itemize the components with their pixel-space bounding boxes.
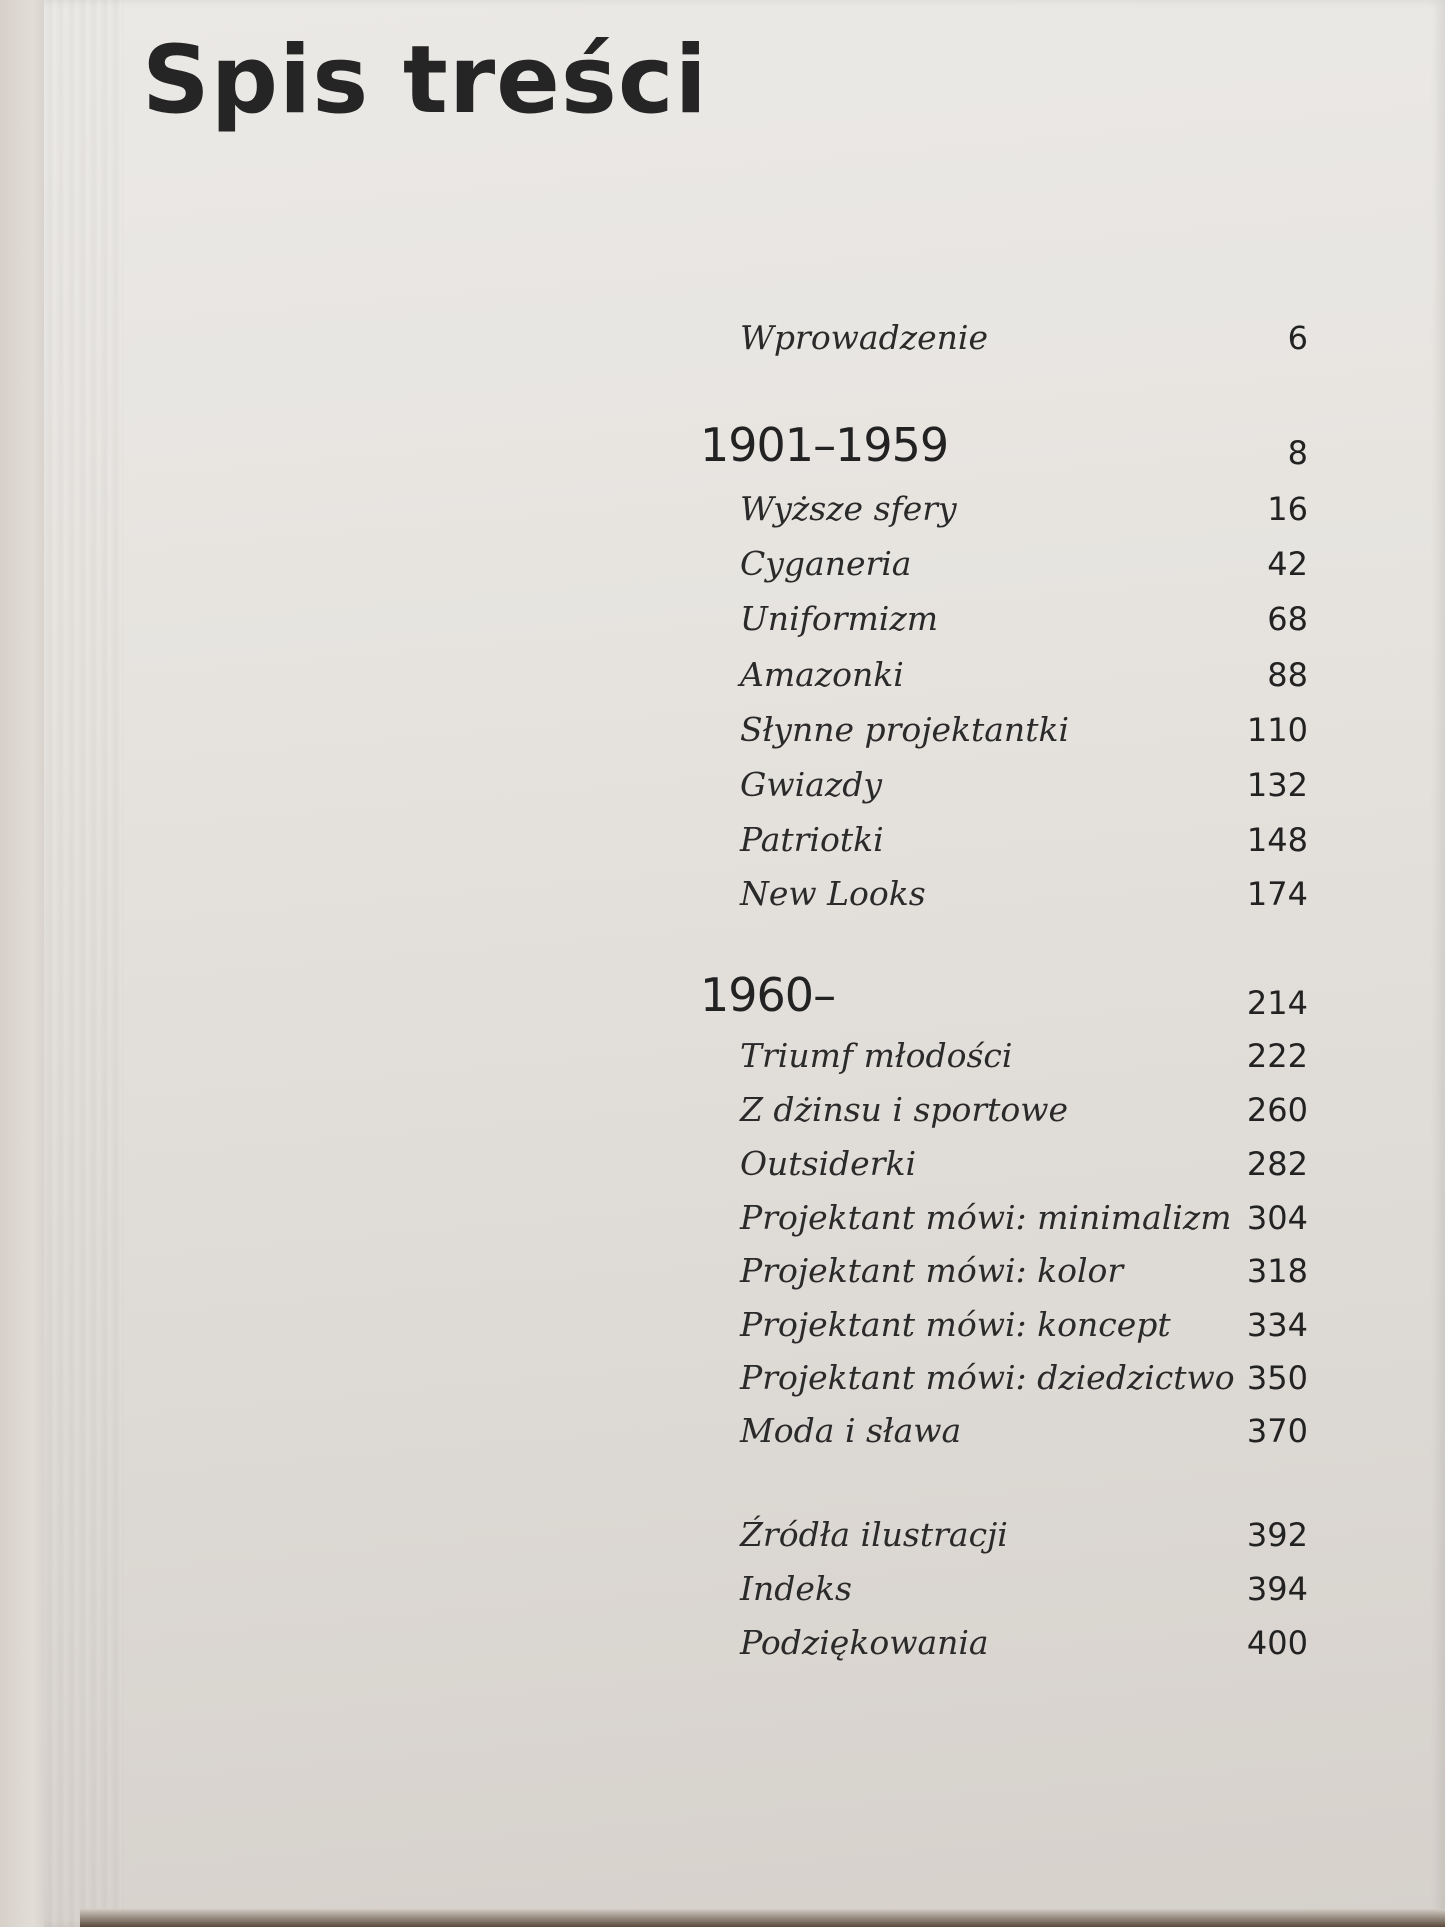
toc-entry-title: Z dżinsu i sportowe: [740, 1090, 1069, 1129]
toc-entry-page: 6: [1287, 319, 1308, 357]
toc-entry-title: Indeks: [740, 1569, 852, 1608]
toc-entry-title: Uniformizm: [740, 599, 938, 638]
toc-entry-page: 132: [1246, 766, 1308, 804]
toc-entry-page: 174: [1246, 875, 1308, 913]
toc-entry: [700, 815, 1308, 865]
toc-entry-title: Podziękowania: [740, 1623, 989, 1662]
section-page: 214: [1246, 984, 1308, 1022]
toc-entry-page: 350: [1246, 1359, 1308, 1397]
toc-entry: [700, 869, 1308, 919]
toc-entry: [700, 1031, 1308, 1081]
toc-entry: [700, 1564, 1308, 1614]
toc-entry: [700, 650, 1308, 700]
toc-entry-title: Projektant mówi: minimalizm: [740, 1198, 1232, 1237]
toc-entry-title: Cyganeria: [740, 544, 912, 583]
toc-entry-title: Projektant mówi: koncept: [740, 1305, 1171, 1344]
toc-entry-page: 392: [1246, 1516, 1308, 1554]
toc-entry: [700, 1406, 1308, 1456]
page-title: Spis treści: [142, 26, 708, 135]
toc-entry-page: 148: [1246, 821, 1308, 859]
toc-entry-title: Patriotki: [740, 820, 884, 859]
toc-entry-title: New Looks: [740, 874, 926, 913]
toc-entry-page: 334: [1246, 1306, 1308, 1344]
toc-entry-page: 260: [1246, 1091, 1308, 1129]
toc-entry-title: Triumf młodości: [740, 1036, 1013, 1075]
section-title: 1960–: [700, 968, 836, 1022]
toc-entry: [700, 1618, 1308, 1668]
toc-entry-title: Źródła ilustracji: [740, 1515, 1008, 1554]
section-page: 8: [1287, 434, 1308, 472]
toc-entry-title: Projektant mówi: kolor: [740, 1251, 1124, 1290]
toc-entry-title: Moda i sława: [740, 1411, 962, 1450]
toc-entry-page: 88: [1267, 656, 1308, 694]
toc-section-heading: [700, 970, 1308, 1028]
toc-entry-page: 110: [1246, 711, 1308, 749]
toc-entry-title: Outsiderki: [740, 1144, 917, 1183]
toc-entry: [700, 760, 1308, 810]
toc-entry: [700, 313, 1308, 363]
section-title: 1901–1959: [700, 418, 949, 472]
toc-entry: [700, 1193, 1308, 1243]
toc-entry: [700, 1246, 1308, 1296]
toc-entry-title: Słynne projektantki: [740, 710, 1070, 749]
toc-entry-page: 282: [1246, 1145, 1308, 1183]
toc-entry-title: Wyższe sfery: [740, 489, 957, 528]
toc-entry-page: 318: [1246, 1252, 1308, 1290]
toc-section-heading: [700, 420, 1308, 478]
toc-entry-title: Amazonki: [740, 655, 904, 694]
toc-entry-page: 394: [1246, 1570, 1308, 1608]
toc-entry-page: 304: [1246, 1199, 1308, 1237]
toc-entry-page: 16: [1267, 490, 1308, 528]
toc-entry: [700, 484, 1308, 534]
toc-entry-page: 68: [1267, 600, 1308, 638]
toc-entry-page: 370: [1246, 1412, 1308, 1450]
toc-entry: [700, 705, 1308, 755]
toc-entry-page: 400: [1246, 1624, 1308, 1662]
toc-entry: [700, 1139, 1308, 1189]
toc-entry: [700, 539, 1308, 589]
toc-entry-title: Wprowadzenie: [740, 318, 988, 357]
toc-entry-page: 222: [1246, 1037, 1308, 1075]
toc-entry: [700, 1353, 1308, 1403]
toc-entry: [700, 1085, 1308, 1135]
toc-entry-title: Gwiazdy: [740, 765, 882, 804]
toc-entry-title: Projektant mówi: dziedzictwo: [740, 1358, 1235, 1397]
toc-entry: [700, 1510, 1308, 1560]
toc-entry: [700, 1300, 1308, 1350]
toc-entry-page: 42: [1267, 545, 1308, 583]
toc-entry: [700, 594, 1308, 644]
